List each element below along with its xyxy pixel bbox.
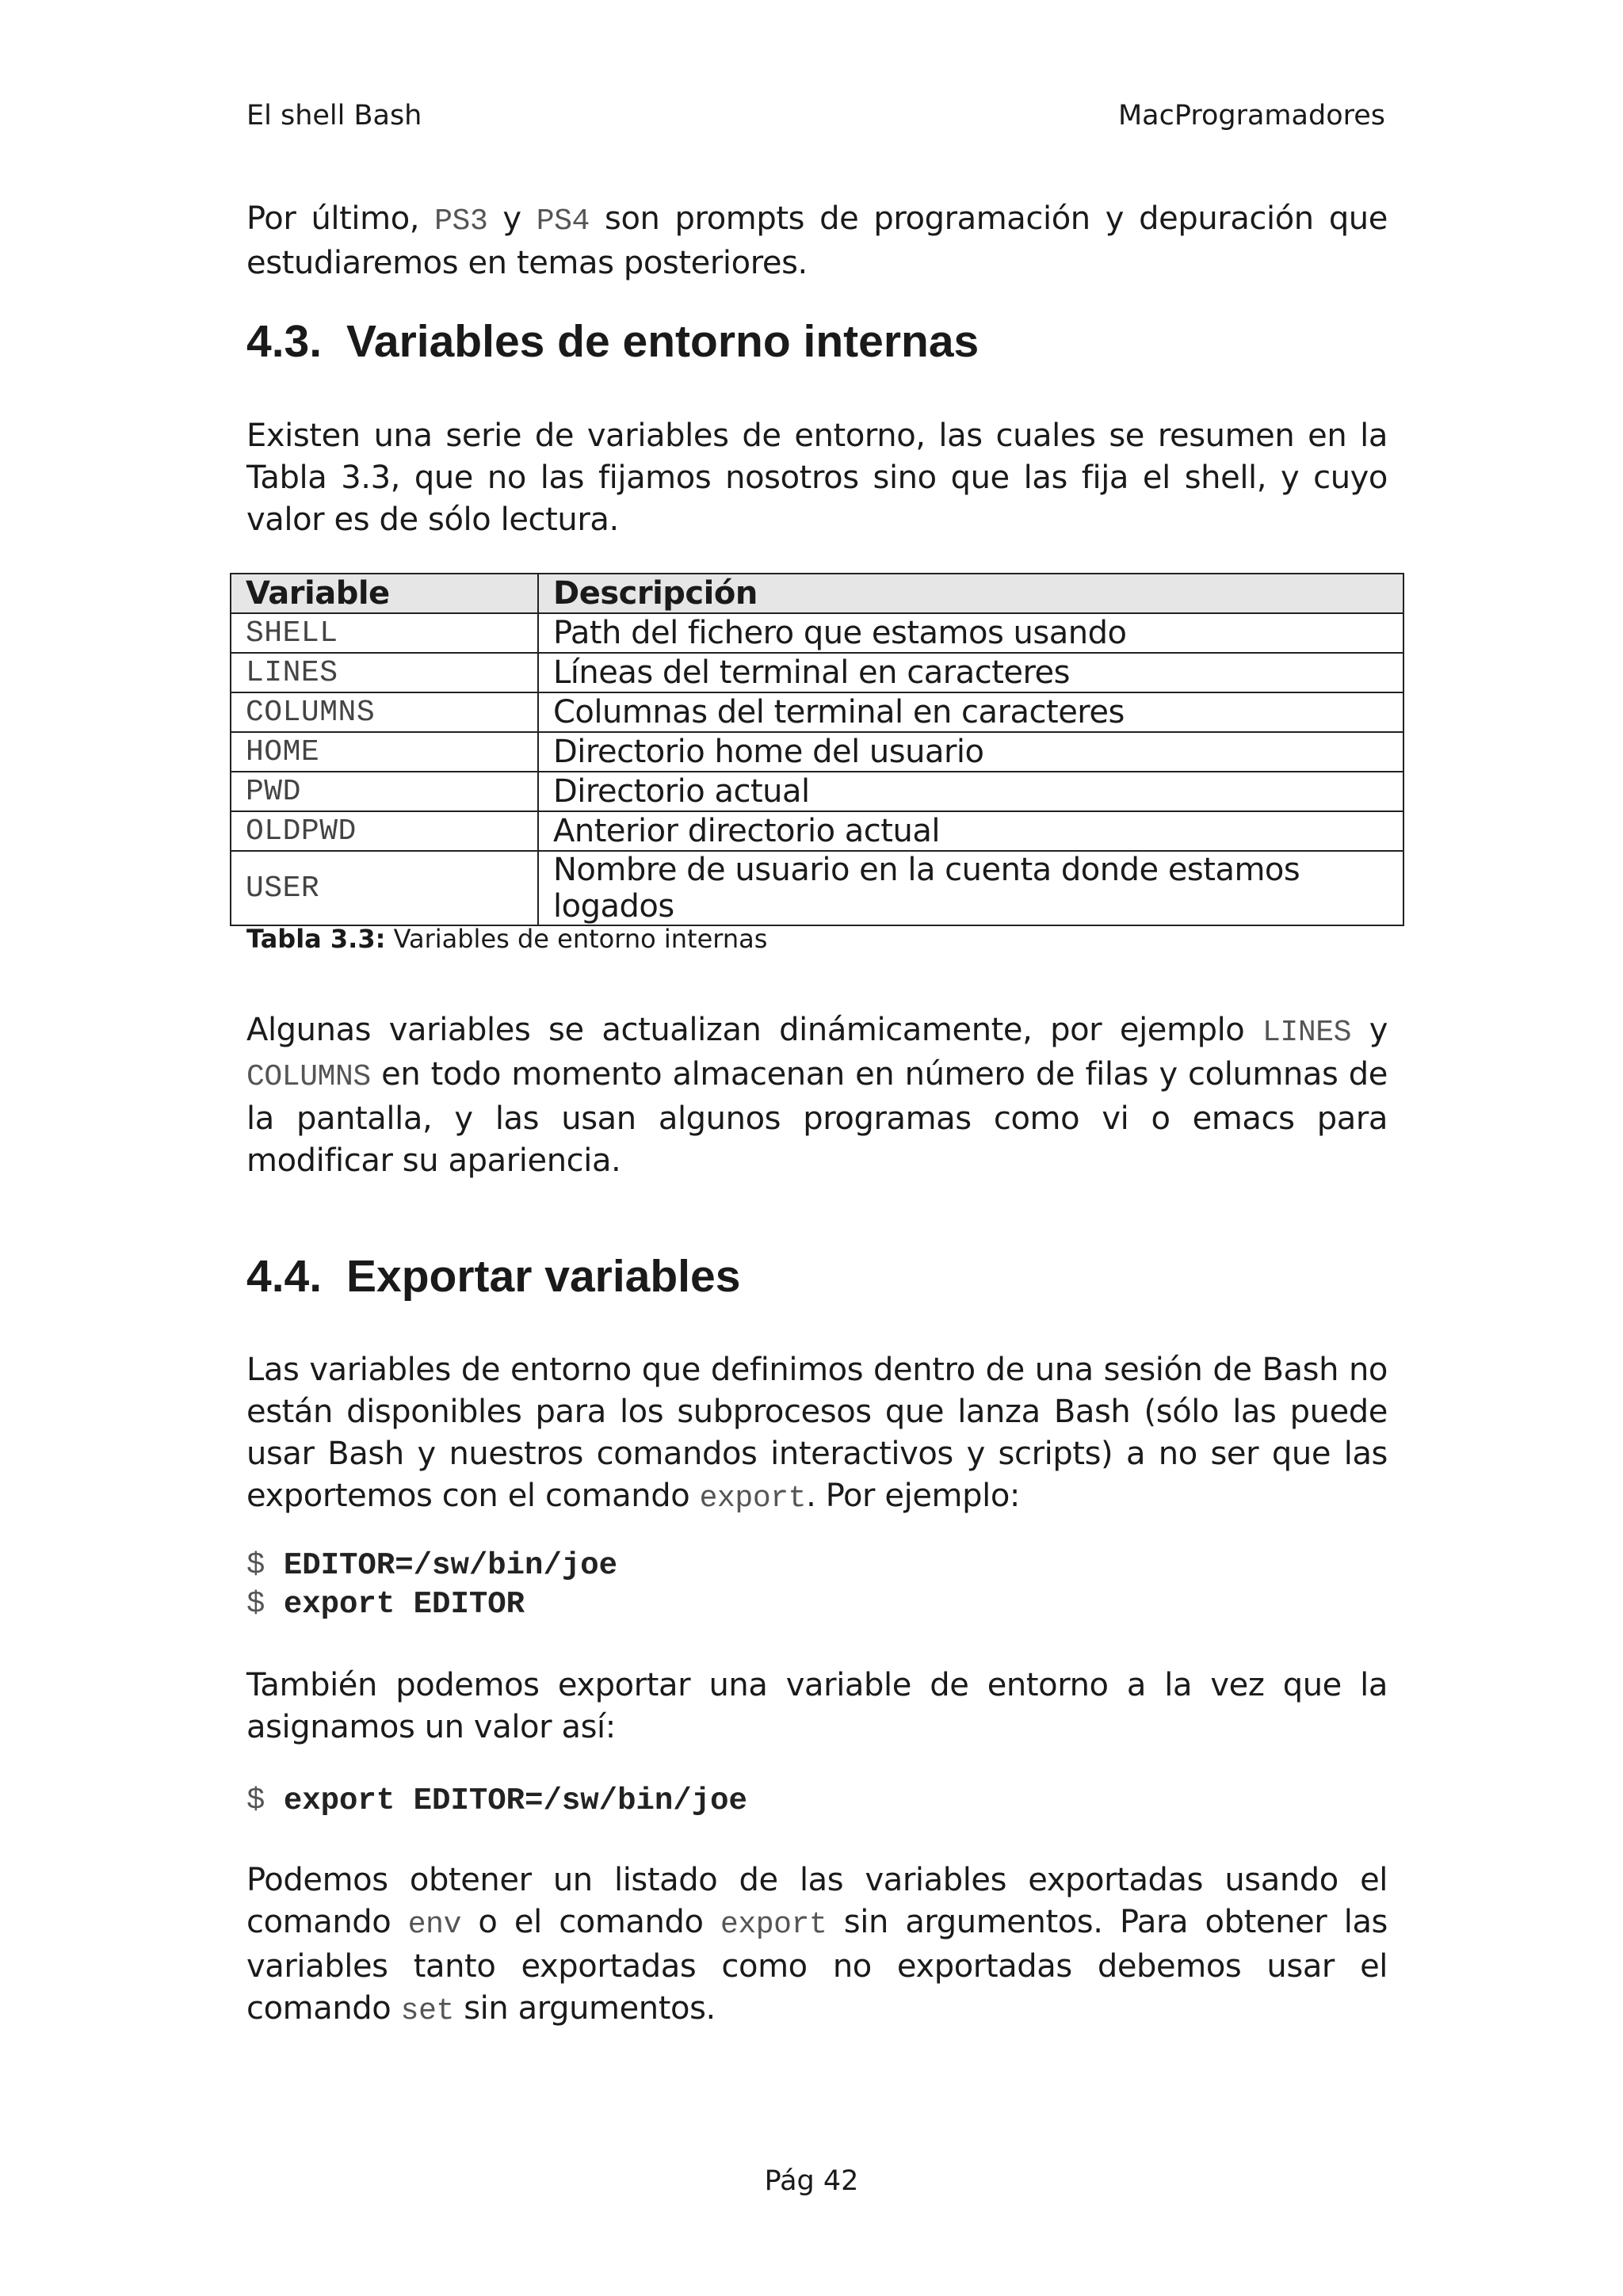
shell-prompt: $ bbox=[246, 1587, 284, 1622]
inline-code-columns: COLUMNS bbox=[246, 1060, 371, 1094]
variable-name-cell: SHELL bbox=[231, 613, 538, 653]
variable-description-cell: Nombre de usuario en la cuenta donde estamos logados bbox=[538, 851, 1403, 925]
inline-code-set: set bbox=[400, 1994, 454, 2028]
variable-name-cell: COLUMNS bbox=[231, 692, 538, 732]
variable-name-cell: OLDPWD bbox=[231, 811, 538, 851]
table-row bbox=[231, 811, 1403, 851]
table-row bbox=[231, 653, 1403, 692]
table-row bbox=[231, 613, 1403, 653]
page-number: Pág 42 bbox=[764, 2165, 859, 2197]
section-heading-4-4 bbox=[246, 1250, 740, 1302]
assign-paragraph: También podemos exportar una variable de entorno a la vez que la asignamos un valor así: bbox=[246, 1667, 1388, 1745]
shell-prompt: $ bbox=[246, 1783, 284, 1818]
code-line bbox=[246, 1782, 747, 1821]
inline-code-export: export bbox=[720, 1908, 827, 1942]
variable-name-cell: USER bbox=[231, 851, 538, 925]
variable-description-cell: Líneas del terminal en caracteres bbox=[538, 653, 1403, 692]
text-run: y bbox=[487, 200, 537, 237]
section-number: 4.3. bbox=[246, 316, 323, 367]
table-row bbox=[231, 732, 1403, 772]
section-title: Exportar variables bbox=[346, 1251, 741, 1302]
table-row bbox=[231, 772, 1403, 811]
running-header-title: El shell Bash bbox=[246, 100, 422, 132]
variable-name-cell: HOME bbox=[231, 732, 538, 772]
inline-code-env: env bbox=[407, 1908, 461, 1942]
listing-paragraph bbox=[246, 1859, 1388, 2032]
text-run: Las variables de entorno que definimos dentro de una sesión de Bash no están disponibles para los subprocesos que lanza Bash (sólo las puede usar Bash y nuestros comandos interactivos y scripts) a no ser que las exportemos con el comando bbox=[246, 1352, 1388, 1514]
text-run: son prompts de programación y depuración que estudiaremos en temas posteriores. bbox=[246, 200, 1388, 281]
section-4-3-paragraph: Existen una serie de variables de entorno, las cuales se resumen en la Tabla 3.3, que no las fijamos nosotros sino que las fija el shell, y cuyo valor es de sólo lectura. bbox=[246, 418, 1388, 538]
text-run: en todo momento almacenan en número de filas y columnas de la pantalla, y las usan algunos programas como vi o emacs para modificar su apariencia. bbox=[246, 1056, 1388, 1179]
variable-description-cell: Directorio home del usuario bbox=[538, 732, 1403, 772]
shell-command: export EDITOR bbox=[283, 1587, 525, 1622]
inline-code-export: export bbox=[699, 1482, 807, 1516]
table-caption bbox=[246, 924, 767, 954]
intro-paragraph-block bbox=[246, 198, 1388, 284]
code-line bbox=[246, 1585, 617, 1624]
table-row bbox=[231, 692, 1403, 732]
text-run: sin argumentos. bbox=[453, 1990, 716, 2027]
inline-code-ps3: PS3 bbox=[434, 204, 488, 238]
section-title: Variables de entorno internas bbox=[346, 316, 980, 367]
variable-description-cell: Directorio actual bbox=[538, 772, 1403, 811]
section-4-3-paragraph-block bbox=[246, 415, 1388, 541]
variable-description-cell: Anterior directorio actual bbox=[538, 811, 1403, 851]
code-block-export bbox=[246, 1547, 617, 1624]
variable-name-cell: PWD bbox=[231, 772, 538, 811]
dynamic-paragraph-block bbox=[246, 1009, 1388, 1182]
text-run: y bbox=[1351, 1012, 1388, 1048]
export-paragraph bbox=[246, 1349, 1388, 1520]
inline-code-ps4: PS4 bbox=[536, 204, 590, 238]
caption-text: Variables de entorno internas bbox=[385, 924, 768, 954]
inline-code-lines: LINES bbox=[1262, 1016, 1352, 1050]
section-heading-4-3 bbox=[246, 315, 979, 368]
section-number: 4.4. bbox=[246, 1251, 323, 1302]
table-header-row bbox=[231, 574, 1403, 613]
variable-description-cell: Path del fichero que estamos usando bbox=[538, 613, 1403, 653]
text-run: sin argumentos. Para obtener las variables tanto exportadas como no exportadas debemos usar el comando bbox=[246, 1904, 1388, 2027]
intro-paragraph bbox=[246, 198, 1388, 284]
running-header-publisher: MacProgramadores bbox=[1117, 100, 1385, 132]
export-paragraph-block bbox=[246, 1349, 1388, 1520]
shell-command: EDITOR=/sw/bin/joe bbox=[283, 1548, 618, 1583]
listing-paragraph-block bbox=[246, 1859, 1388, 2032]
text-run: o el comando bbox=[460, 1904, 720, 1940]
text-run: Algunas variables se actualizan dinámicamente, por ejemplo bbox=[246, 1012, 1263, 1048]
table-header-cell: Variable bbox=[231, 574, 538, 613]
shell-command: export EDITOR=/sw/bin/joe bbox=[283, 1783, 747, 1818]
dynamic-paragraph bbox=[246, 1009, 1388, 1182]
text-run: . Por ejemplo: bbox=[806, 1478, 1020, 1514]
table-header-cell: Descripción bbox=[538, 574, 1403, 613]
variables-table bbox=[230, 573, 1404, 926]
code-line bbox=[246, 1547, 617, 1585]
text-run: Podemos obtener un listado de las variables exportadas usando el comando bbox=[246, 1862, 1388, 1940]
assign-paragraph-block bbox=[246, 1665, 1388, 1749]
variable-name-cell: LINES bbox=[231, 653, 538, 692]
variable-description-cell: Columnas del terminal en caracteres bbox=[538, 692, 1403, 732]
code-block-assign bbox=[246, 1782, 747, 1821]
table-row bbox=[231, 851, 1403, 925]
shell-prompt: $ bbox=[246, 1548, 284, 1583]
text-run: Por último, bbox=[246, 200, 435, 237]
caption-label: Tabla 3.3: bbox=[246, 924, 386, 954]
